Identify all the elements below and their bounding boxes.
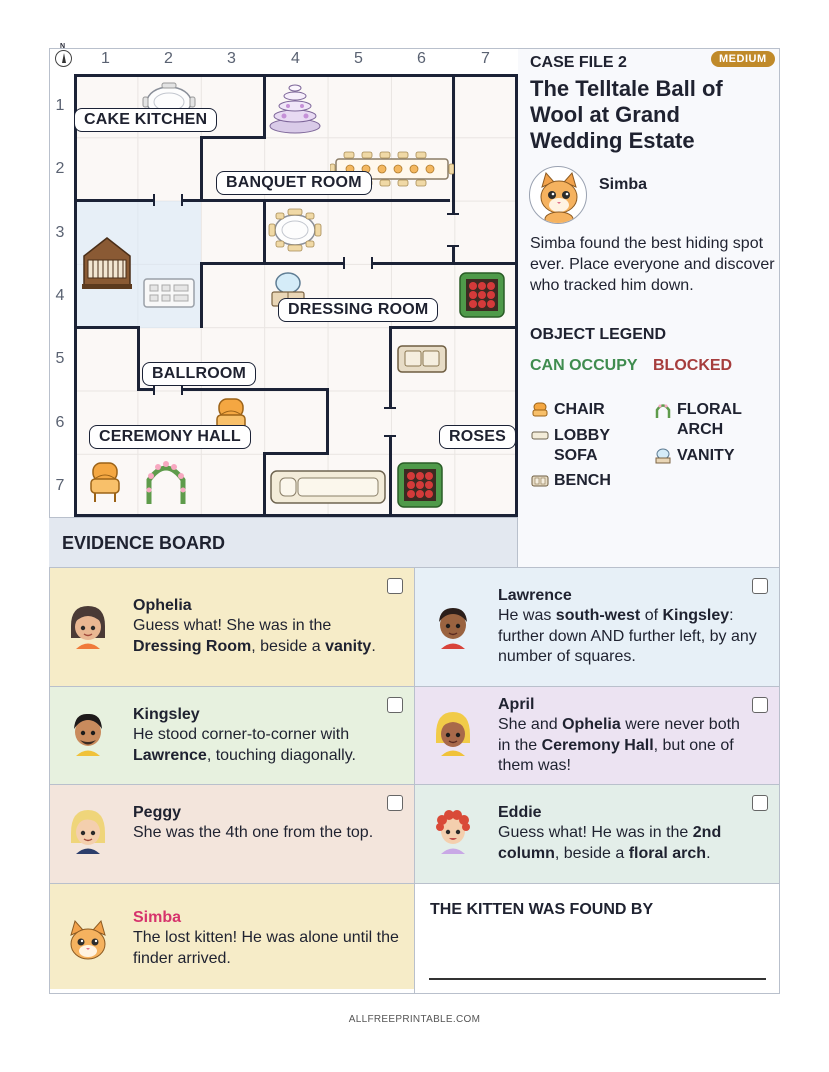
clue-checkbox[interactable]: [752, 697, 768, 713]
door-mark: [447, 245, 459, 247]
wedding-cake-icon: [268, 80, 322, 134]
room-label-roses: ROSES: [439, 425, 516, 449]
wall: [74, 199, 154, 202]
floral-arch-icon: [654, 402, 672, 418]
column-label: 7: [481, 50, 490, 67]
legend-label: FLORAL ARCH: [677, 401, 742, 438]
evidence-board-title: EVIDENCE BOARD: [62, 533, 226, 553]
row-label: 2: [55, 160, 65, 177]
lobby-sofa-icon: [268, 466, 388, 508]
clue-name: Ophelia: [133, 597, 192, 614]
column-label: 4: [291, 50, 300, 67]
clue-name: Eddie: [498, 804, 542, 821]
wall: [137, 326, 140, 390]
bench-icon: [531, 473, 549, 489]
clue-checkbox[interactable]: [752, 578, 768, 594]
clue-text: The lost kitten! He was alone until the finder arrived.: [133, 929, 399, 967]
chair-icon: [531, 402, 549, 418]
round-table-icon: [268, 208, 322, 252]
compass-letter: N: [60, 43, 66, 50]
column-label: 3: [227, 50, 236, 67]
column-label: 6: [417, 50, 426, 67]
legend-label: BENCH: [554, 472, 611, 489]
wall: [200, 262, 344, 265]
clue-checkbox[interactable]: [387, 578, 403, 594]
simba-avatar: [63, 917, 113, 967]
clue-checkbox[interactable]: [387, 795, 403, 811]
wall: [200, 262, 203, 328]
clue-text: She was the 4th one from the top.: [133, 824, 374, 841]
room-label-ballroom: BALLROOM: [142, 362, 256, 386]
wall: [452, 74, 455, 214]
room-label-dressing-room: DRESSING ROOM: [278, 298, 438, 322]
clue-card-ophelia: [50, 567, 415, 686]
case-file-label: CASE FILE 2: [530, 54, 627, 71]
floral-arch-icon: [143, 458, 189, 506]
legend-label: CHAIR: [554, 401, 605, 418]
clue-text: He was south-west of Kingsley: further down AND further left, by any number of squares.: [498, 607, 757, 665]
clue-name: Peggy: [133, 804, 182, 821]
wall: [183, 388, 329, 391]
floor-plan-grid: [74, 74, 518, 517]
wall: [74, 326, 140, 329]
wall: [389, 436, 392, 517]
door-mark: [181, 194, 183, 206]
wall: [137, 388, 153, 391]
divider: [414, 567, 415, 994]
clue-card-lawrence: [415, 567, 779, 686]
clue-name: Lawrence: [498, 587, 572, 604]
row-label: 7: [55, 477, 65, 494]
chair-icon: [88, 460, 122, 504]
clue-name: Kingsley: [133, 706, 200, 723]
wall: [182, 199, 342, 202]
row-label: 1: [55, 97, 65, 114]
answer-card: [415, 883, 779, 989]
wall: [74, 74, 77, 517]
wall: [263, 452, 329, 455]
door-mark: [153, 194, 155, 206]
legend-label: VANITY: [677, 447, 735, 464]
clue-card-simba: [50, 883, 415, 989]
clue-checkbox[interactable]: [387, 697, 403, 713]
compass-icon: [55, 43, 72, 67]
lawrence-avatar: [428, 600, 478, 650]
organ-icon: [78, 234, 136, 292]
column-label: 2: [164, 50, 173, 67]
legend-blocked: BLOCKED: [653, 357, 733, 374]
kitten-avatar: [529, 166, 587, 224]
clue-card-peggy: [50, 784, 415, 883]
wall: [372, 262, 518, 265]
legend-label: LOBBY SOFA: [554, 427, 610, 464]
wall: [200, 136, 266, 139]
april-avatar: [428, 707, 478, 757]
clue-text: She and Ophelia were never both in the Ceremony Hall, but one of them was!: [498, 716, 740, 774]
row-label: 5: [55, 350, 65, 367]
lobby-sofa-icon: [531, 428, 549, 444]
case-title: The Telltale Ball of Wool at Grand Wedding Estate: [530, 76, 723, 153]
ophelia-avatar: [63, 600, 113, 650]
row-label: 3: [55, 224, 65, 241]
clue-card-april: [415, 686, 779, 784]
door-mark: [384, 435, 396, 437]
rose-planter-icon: [395, 460, 445, 510]
wall: [389, 326, 392, 408]
room-label-ceremony-hall: CEREMONY HALL: [89, 425, 251, 449]
clue-text: He stood corner-to-corner with Lawrence, touching diagonally.: [133, 726, 356, 764]
wall: [200, 136, 203, 201]
row-label: 6: [55, 414, 65, 431]
wall: [263, 199, 266, 262]
clue-name: Simba: [133, 909, 182, 926]
kingsley-avatar: [63, 707, 113, 757]
door-mark: [384, 407, 396, 409]
legend-can-occupy: CAN OCCUPY: [530, 357, 638, 374]
clue-text: Guess what! He was in the 2nd column, beside a floral arch.: [498, 824, 722, 862]
clue-card-eddie: [415, 784, 779, 883]
column-label: 1: [101, 50, 110, 67]
clue-checkbox[interactable]: [752, 795, 768, 811]
answer-input-line[interactable]: [429, 978, 766, 980]
wall: [389, 326, 518, 329]
clue-card-kingsley: [50, 686, 415, 784]
wall: [263, 452, 266, 517]
room-label-banquet-room: BANQUET ROOM: [216, 171, 372, 195]
difficulty-badge: MEDIUM: [711, 51, 775, 67]
footer-credit: ALLFREEPRINTABLE.COM: [348, 1014, 481, 1025]
wall: [340, 199, 450, 202]
bench-icon: [395, 342, 449, 376]
legend-title: OBJECT LEGEND: [530, 326, 667, 343]
row-label: 4: [55, 287, 65, 304]
eddie-avatar: [428, 805, 478, 855]
clue-text: Guess what! She was in the Dressing Room, beside a vanity.: [133, 617, 376, 655]
clue-name: April: [498, 696, 535, 713]
column-label: 5: [354, 50, 363, 67]
rose-planter-icon: [457, 270, 507, 320]
door-mark: [447, 213, 459, 215]
door-mark: [343, 257, 345, 269]
evidence-board-header: [49, 517, 518, 567]
pet-name: Simba: [599, 176, 648, 193]
wall: [326, 388, 329, 454]
case-intro: Simba found the best hiding spot ever. Place everyone and discover who tracked him down.: [530, 235, 775, 294]
peggy-avatar: [63, 805, 113, 855]
room-label-cake-kitchen: CAKE KITCHEN: [74, 108, 217, 132]
vanity-icon: [654, 448, 672, 464]
wall: [263, 74, 266, 138]
desk-icon: [142, 276, 196, 310]
answer-label: THE KITTEN WAS FOUND BY: [430, 901, 654, 918]
door-mark: [371, 257, 373, 269]
